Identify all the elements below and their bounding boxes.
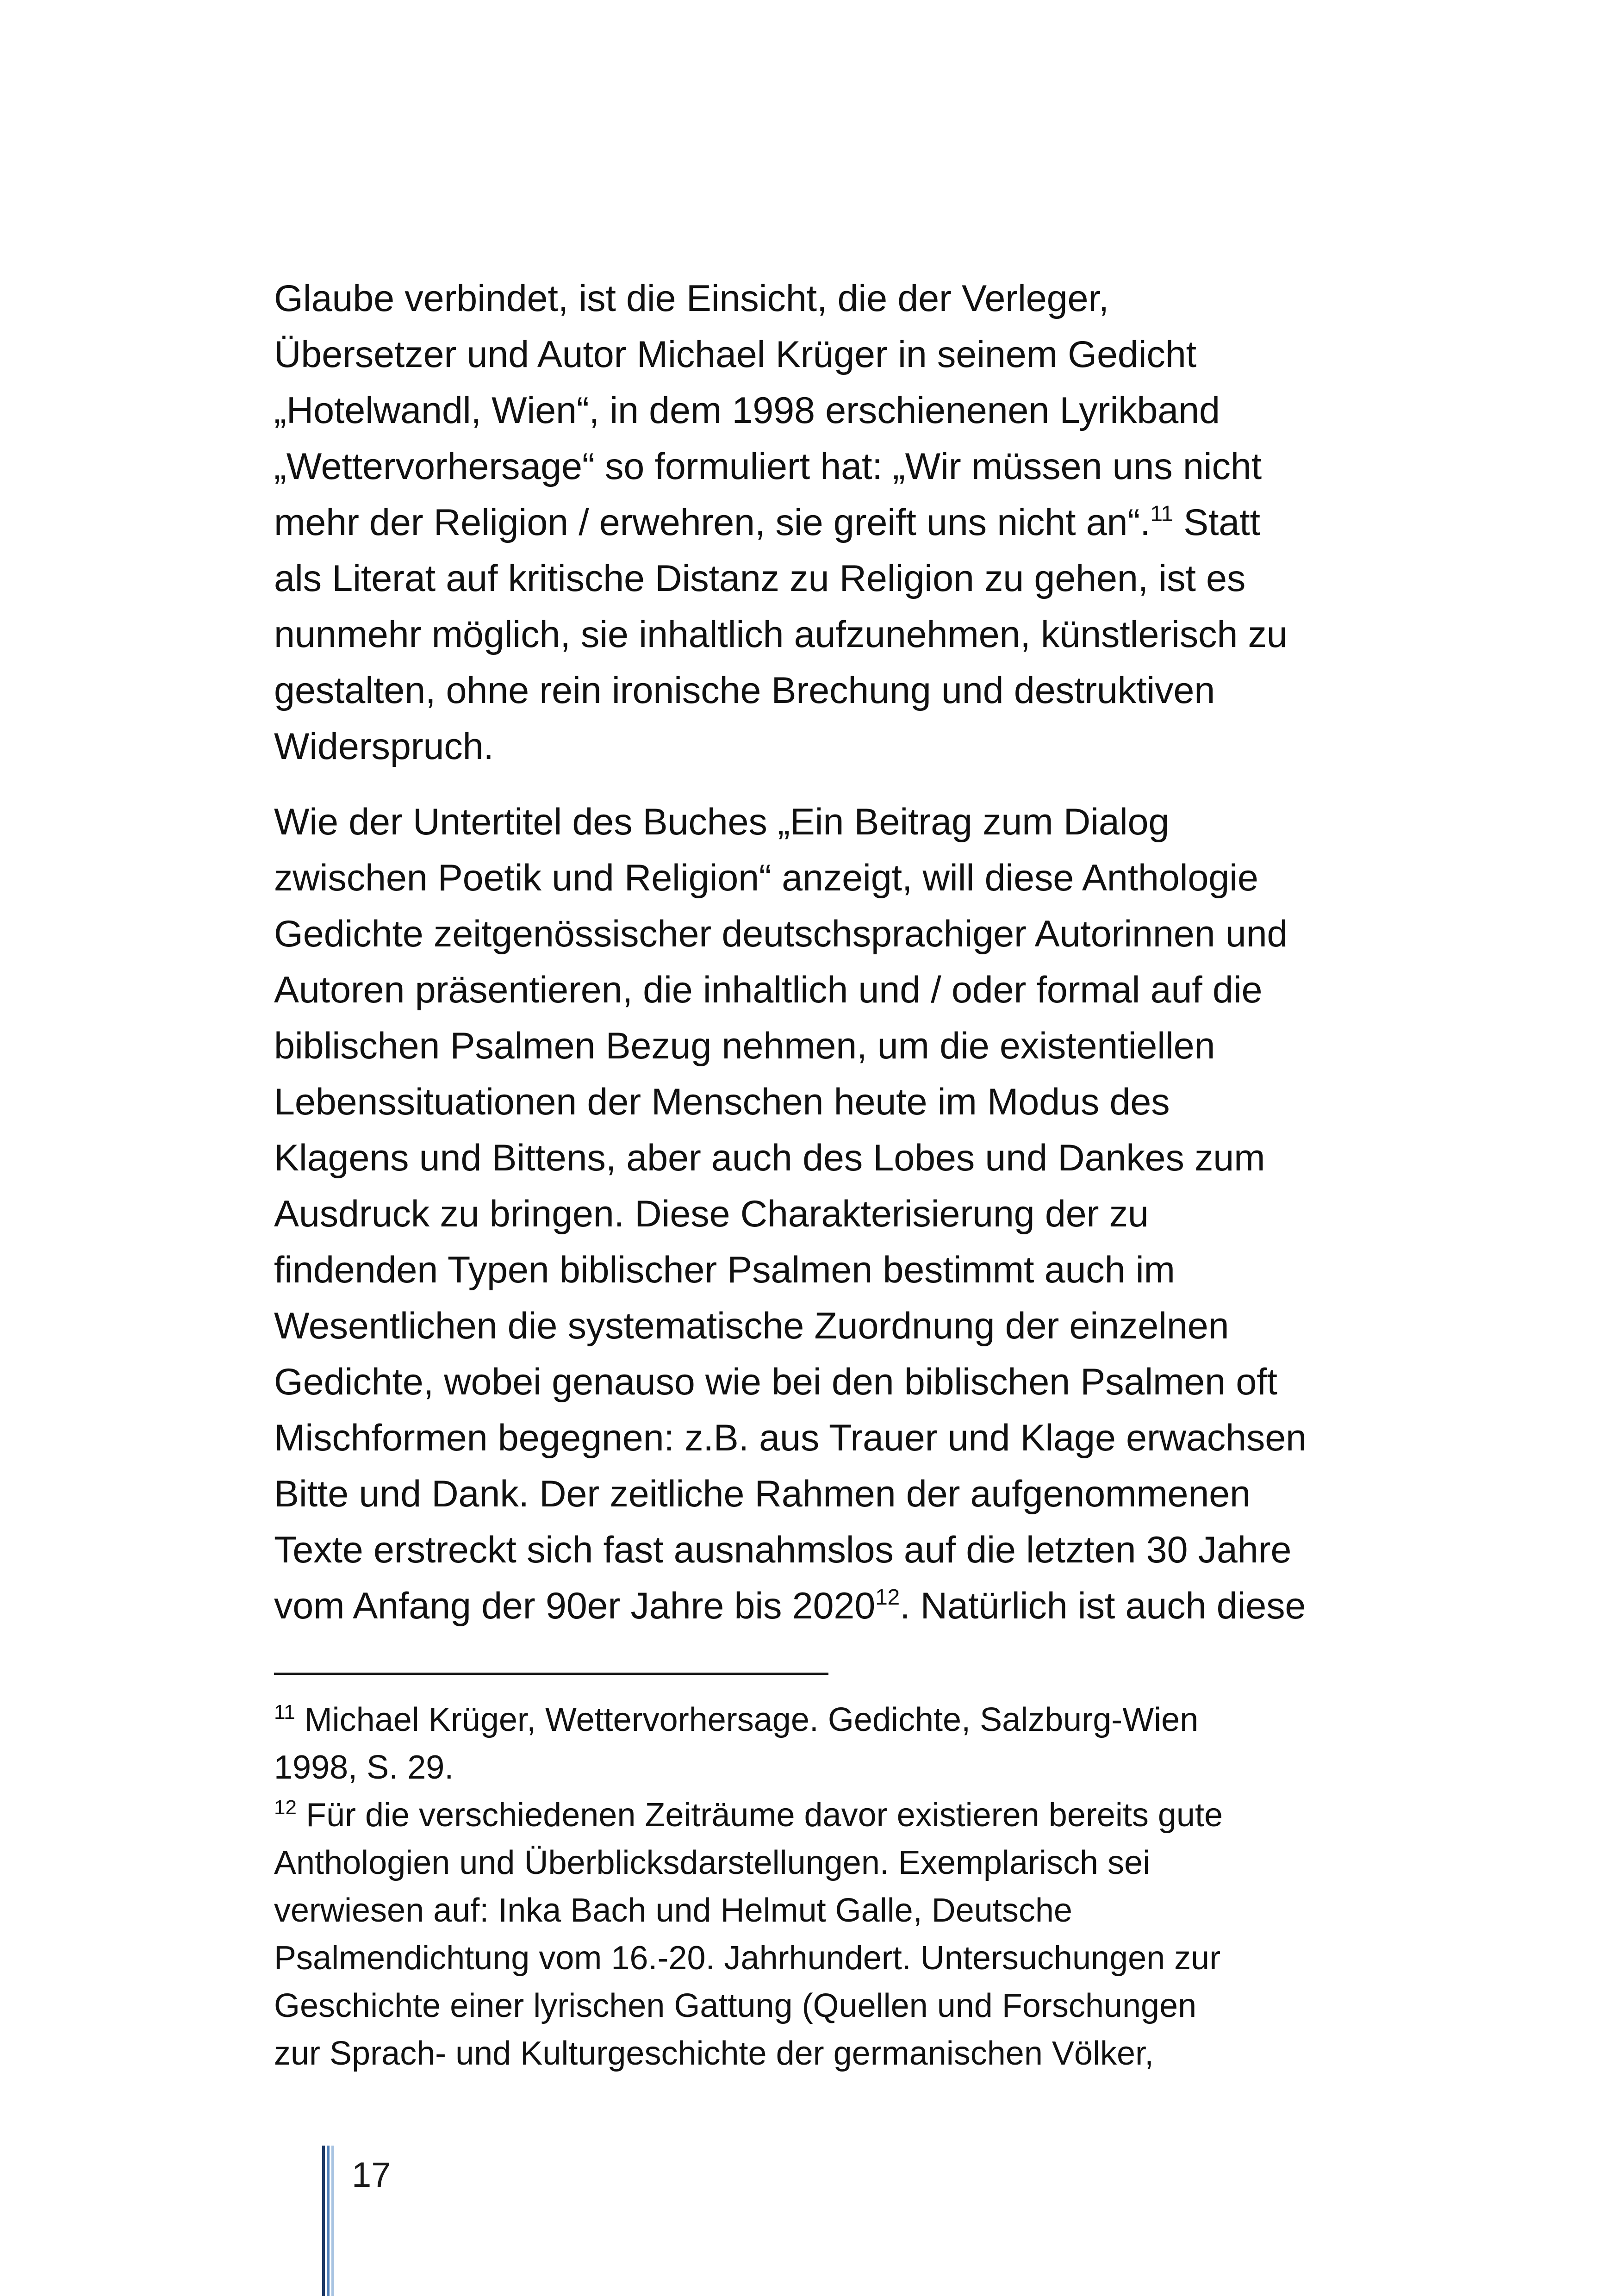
line-text: Texte erstreckt sich fast ausnahmslos auf die letzten 30 Jahre bbox=[274, 1529, 1292, 1571]
line-text: gestalten, ohne rein ironische Brechung und destruktiven bbox=[274, 670, 1215, 711]
footnote-number: 11 bbox=[274, 1701, 295, 1724]
text-line bbox=[274, 327, 1348, 383]
footnote-line bbox=[274, 1792, 1348, 1839]
line-text: Klagens und Bittens, aber auch des Lobes und Dankes zum bbox=[274, 1137, 1265, 1179]
footnote-line bbox=[274, 1839, 1348, 1887]
line-text: Widerspruch. bbox=[274, 726, 494, 767]
footnote-line bbox=[274, 2030, 1348, 2078]
footnote-reference: 12 bbox=[875, 1585, 900, 1610]
text-line bbox=[274, 663, 1348, 719]
text-line bbox=[274, 1522, 1348, 1578]
footnote-line bbox=[274, 1982, 1348, 2030]
text-line bbox=[274, 1354, 1348, 1410]
line-text: Mischformen begegnen: z.B. aus Trauer und Klage erwachsen bbox=[274, 1417, 1307, 1459]
line-text: Glaube verbindet, ist die Einsicht, die der Verleger, bbox=[274, 278, 1109, 319]
footnote bbox=[274, 1696, 1348, 1792]
text-line bbox=[274, 1130, 1348, 1186]
text-line bbox=[274, 495, 1348, 551]
rule-stripe-mid bbox=[327, 2146, 330, 2296]
footnote-separator bbox=[274, 1673, 828, 1675]
line-text: nunmehr möglich, sie inhaltlich aufzunehmen, künstlerisch zu bbox=[274, 614, 1288, 655]
line-text: biblischen Psalmen Bezug nehmen, um die existentiellen bbox=[274, 1025, 1215, 1067]
footnote-text: Für die verschiedenen Zeiträume davor existieren bereits gute bbox=[305, 1797, 1223, 1834]
footnote-line bbox=[274, 1696, 1348, 1744]
text-line bbox=[274, 1298, 1348, 1354]
text-line bbox=[274, 850, 1348, 906]
page-number: 17 bbox=[352, 2155, 391, 2195]
rule-stripe-light bbox=[331, 2146, 334, 2296]
footnote-text: Anthologien und Überblicksdarstellungen. Exemplarisch sei bbox=[274, 1844, 1151, 1881]
footnote-line bbox=[274, 1744, 1348, 1792]
rule-stripe-dark bbox=[322, 2146, 325, 2296]
text-line bbox=[274, 1410, 1348, 1466]
footnote-number: 12 bbox=[274, 1796, 297, 1819]
text-line bbox=[274, 551, 1348, 607]
footnote-text: zur Sprach- und Kulturgeschichte der germanischen Völker, bbox=[274, 2035, 1154, 2072]
paragraph bbox=[274, 271, 1348, 775]
line-text: Lebenssituationen der Menschen heute im Modus des bbox=[274, 1081, 1170, 1123]
footnote-text: verwiesen auf: Inka Bach und Helmut Galle, Deutsche bbox=[274, 1892, 1072, 1929]
line-text: „Hotelwandl, Wien“, in dem 1998 erschienenen Lyrikband bbox=[274, 390, 1220, 431]
footnote-reference: 11 bbox=[1150, 502, 1173, 526]
text-line bbox=[274, 1186, 1348, 1242]
line-text: Ausdruck zu bringen. Diese Charakterisierung der zu bbox=[274, 1193, 1149, 1235]
line-text: zwischen Poetik und Religion“ anzeigt, will diese Anthologie bbox=[274, 857, 1258, 899]
line-text: vom Anfang der 90er Jahre bis 2020 bbox=[274, 1585, 876, 1627]
footnote bbox=[274, 1792, 1348, 2078]
text-line bbox=[274, 439, 1348, 495]
footnotes bbox=[274, 1696, 1348, 2078]
page-number-rule bbox=[322, 2146, 334, 2296]
line-text: mehr der Religion / erwehren, sie greift uns nicht an“. bbox=[274, 502, 1151, 543]
line-text: Bitte und Dank. Der zeitliche Rahmen der aufgenommenen bbox=[274, 1473, 1251, 1515]
footnote-text: Michael Krüger, Wettervorhersage. Gedichte, Salzburg-Wien bbox=[304, 1701, 1199, 1738]
text-line bbox=[274, 1074, 1348, 1130]
paragraph bbox=[274, 794, 1348, 1634]
text-line bbox=[274, 794, 1348, 850]
text-line bbox=[274, 1578, 1348, 1634]
text-line bbox=[274, 383, 1348, 439]
footnote-line bbox=[274, 1887, 1348, 1935]
line-text: Übersetzer und Autor Michael Krüger in seinem Gedicht bbox=[274, 334, 1196, 375]
footnote-line bbox=[274, 1935, 1348, 1982]
line-text: als Literat auf kritische Distanz zu Religion zu gehen, ist es bbox=[274, 558, 1246, 599]
text-line bbox=[274, 607, 1348, 663]
line-text: Gedichte, wobei genauso wie bei den biblischen Psalmen oft bbox=[274, 1361, 1277, 1403]
line-text: „Wettervorhersage“ so formuliert hat: „Wir müssen uns nicht bbox=[274, 446, 1262, 487]
line-text: findenden Typen biblischer Psalmen bestimmt auch im bbox=[274, 1249, 1175, 1291]
line-text: Autoren präsentieren, die inhaltlich und / oder formal auf die bbox=[274, 969, 1263, 1011]
body-text bbox=[274, 271, 1348, 1634]
text-line bbox=[274, 719, 1348, 775]
text-line bbox=[274, 906, 1348, 962]
footnote-text: Psalmendichtung vom 16.-20. Jahrhundert. Untersuchungen zur bbox=[274, 1940, 1221, 1977]
line-text: Wesentlichen die systematische Zuordnung der einzelnen bbox=[274, 1305, 1229, 1347]
text-line bbox=[274, 1242, 1348, 1298]
text-line bbox=[274, 271, 1348, 327]
footnote-text: 1998, S. 29. bbox=[274, 1749, 454, 1786]
line-text: Wie der Untertitel des Buches „Ein Beitrag zum Dialog bbox=[274, 801, 1170, 843]
line-text: Gedichte zeitgenössischer deutschsprachiger Autorinnen und bbox=[274, 913, 1288, 955]
text-line bbox=[274, 962, 1348, 1018]
text-line bbox=[274, 1018, 1348, 1074]
footnote-text: Geschichte einer lyrischen Gattung (Quellen und Forschungen bbox=[274, 1987, 1197, 2024]
line-text-continued: Statt bbox=[1173, 502, 1260, 543]
text-line bbox=[274, 1466, 1348, 1522]
line-text-continued: . Natürlich ist auch diese bbox=[900, 1585, 1306, 1627]
